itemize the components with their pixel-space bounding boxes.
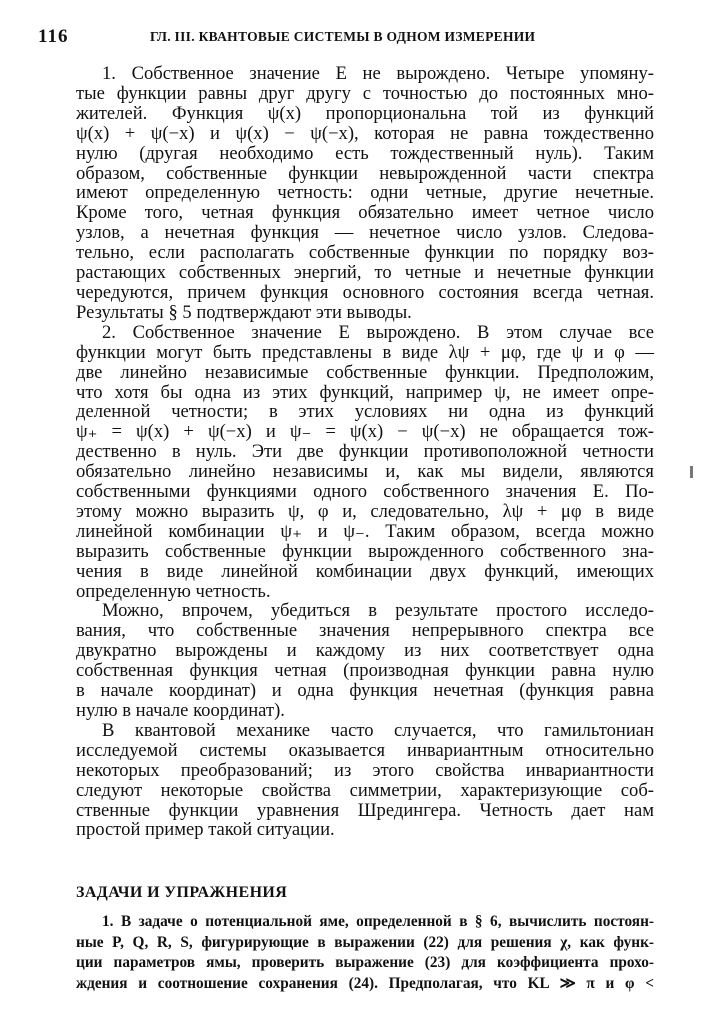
scan-mark <box>690 466 693 478</box>
text-line: обязательно линейно независимы и, как мы видели, являются <box>76 461 654 483</box>
text-line: В квантовой механике часто случается, что гамильтониан <box>102 719 654 741</box>
text-line: растающих собственных энергий, то четные и нечетные функции <box>76 262 654 284</box>
text-line: собственная функция четная (производная функции равна нулю <box>76 660 654 682</box>
page-header <box>38 26 658 48</box>
text-line: ψ(x) + ψ(−x) и ψ(x) − ψ(−x), которая не равна тождественно <box>76 122 654 144</box>
problem-line: ции параметров ямы, проверить выражение (23) для коэффициента прохо- <box>76 954 654 971</box>
text-line: жителей. Функция ψ(x) пропорциональна той из функций <box>76 102 654 124</box>
paragraph-symmetry <box>76 721 654 840</box>
paragraph-nondegenerate <box>76 64 654 323</box>
text-line: двукратно вырождены и каждому из них соответствует одна <box>76 640 654 662</box>
text-line: что хотя бы одна из этих функций, например ψ, не имеет опре- <box>76 381 654 403</box>
text-line: линейной комбинации ψ₊ и ψ₋. Таким образом, всегда можно <box>76 520 654 542</box>
text-line: 1. Собственное значение E не вырождено. Четыре упомяну- <box>102 63 654 84</box>
text-line: деленной четности; в этих условиях ни одна из функций <box>76 401 654 423</box>
text-line: ственные функции уравнения Шредингера. Четность дает нам <box>76 799 654 821</box>
text-line: Результаты § 5 подтверждают эти выводы. <box>76 301 412 323</box>
text-line: Кроме того, четная функция обязательно имеет четное число <box>76 202 654 224</box>
text-line: чения в виде линейной комбинации двух функций, имеющих <box>76 560 654 582</box>
text-line: чередуются, причем функция основного состояния всегда четная. <box>76 281 654 303</box>
problem-line: ные P, Q, R, S, фигурирующие в выражении (22) для решения χ, как функ- <box>76 933 654 951</box>
text-line: 2. Собственное значение E вырождено. В этом случае все <box>102 321 654 343</box>
text-line: определенную четность. <box>76 580 271 602</box>
paragraph-continuous-spectrum <box>76 601 654 720</box>
text-line: узлов, а нечетная функция — нечетное число узлов. Следова- <box>76 222 654 244</box>
text-line: исследуемой системы оказывается инвариантным относительно <box>76 739 654 761</box>
text-line: ψ₊ = ψ(x) + ψ(−x) и ψ₋ = ψ(x) − ψ(−x) не обращается тож- <box>76 421 654 443</box>
text-line: простой пример такой ситуации. <box>76 819 335 841</box>
text-line: нулю (другая необходимо есть тождественный нуль). Таким <box>76 142 654 164</box>
problem-line: ждения и соотношение сохранения (24). Предполагая, что KL ≫ π и φ < <box>76 974 654 992</box>
text-line: некоторых преобразований; из этого свойства инвариантности <box>76 759 654 781</box>
text-line: функции могут быть представлены в виде λψ + μφ, где ψ и φ — <box>76 341 654 363</box>
section-title: ЗАДАЧИ И УПРАЖНЕНИЯ <box>76 884 288 901</box>
text-line: две линейно независимые собственные функции. Предположим, <box>76 361 654 383</box>
text-line: образом, собственные функции невырожденной части спектра <box>76 162 654 184</box>
body-text <box>76 64 654 840</box>
running-head: ГЛ. III. КВАНТОВЫЕ СИСТЕМЫ В ОДНОМ ИЗМЕРЕНИИ <box>150 29 536 44</box>
problems-list <box>76 912 654 994</box>
text-line: этому можно выразить ψ, φ и, следовательно, λψ + μφ в виде <box>76 500 654 522</box>
paragraph-degenerate <box>76 323 654 602</box>
text-line: в начале координат) и одна функция нечетная (функция равна <box>76 680 654 702</box>
text-line: выразить собственные функции вырожденного собственного зна- <box>76 540 654 562</box>
text-line: Можно, впрочем, убедиться в результате простого исследо- <box>102 600 654 622</box>
text-line: тельно, если располагать собственные функции по порядку воз- <box>76 242 654 264</box>
text-line: дественно в нуль. Эти две функции противоположной четности <box>76 441 654 463</box>
text-line: следуют некоторые свойства симметрии, характеризующие соб- <box>76 779 654 801</box>
text-line: имеют определенную четность: одни четные, другие нечетные. <box>76 182 654 204</box>
text-line: тые функции равны друг другу с точностью до постоянных мно- <box>76 82 654 104</box>
page-number: 116 <box>38 26 69 47</box>
text-line: собственными функциями одного собственного значения E. По- <box>76 481 654 503</box>
text-line: вания, что собственные значения непрерывного спектра все <box>76 620 654 642</box>
text-line: нулю в начале координат). <box>76 700 285 721</box>
problem-line: 1. В задаче о потенциальной яме, определенной в § 6, вычислить постоян- <box>102 913 654 930</box>
